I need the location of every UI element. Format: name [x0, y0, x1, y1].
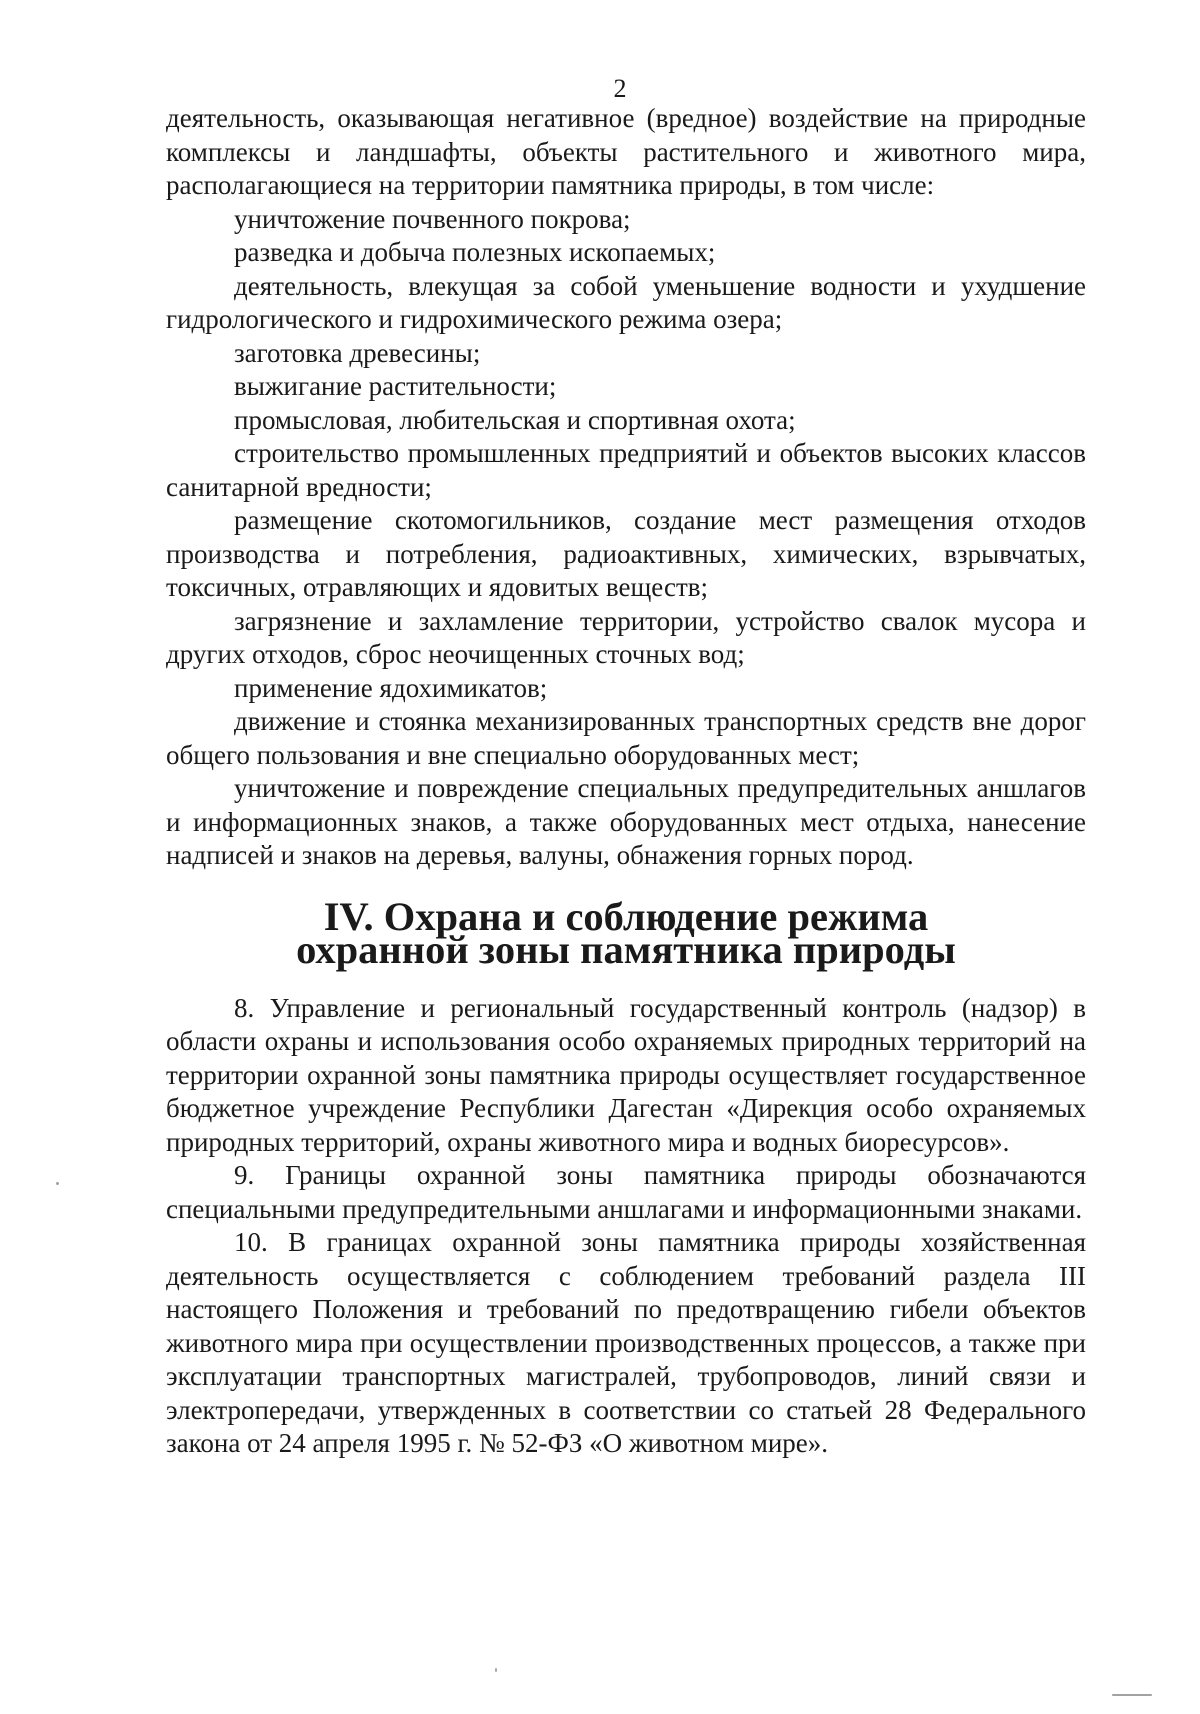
list-item: загрязнение и захламление территории, устройство свалок мусора и других отходов, сброс неочищенных сточных вод;	[166, 605, 1086, 669]
list-item: движение и стоянка механизированных транспортных средств вне дорог общего пользования и вне специально оборудованных мест;	[166, 706, 1086, 770]
section-heading	[166, 893, 1086, 972]
list-item: размещение скотомогильников, создание мест размещения отходов производства и потребления, радиоактивных, химических, взрывчатых, токсичных, отравляющих и ядовитых веществ;	[166, 505, 1086, 602]
list-item: разведка и добыча полезных ископаемых;	[234, 237, 716, 267]
section-heading-line2: охранной зоны памятника природы	[296, 927, 956, 972]
list-item: деятельность, влекущая за собой уменьшение водности и ухудшение гидрологического и гидрохимического режима озера;	[166, 270, 1086, 334]
list-item: заготовка древесины;	[234, 337, 481, 368]
section-paragraph: 8. Управление и региональный государственный контроль (надзор) в области охраны и использования особо охраняемых природных территорий на территории охранной зоны памятника природы осуществляет государственное бюджетное учреждение Республики Дагестан «Дирекция особо охраняемых природных территорий, охраны животного мира и водных биоресурсов».	[166, 992, 1086, 1157]
scan-speck	[495, 1668, 497, 1672]
prohibited-activities-list	[166, 203, 1086, 873]
list-item: применение ядохимикатов;	[234, 672, 548, 703]
page-number: 2	[613, 74, 627, 103]
list-item: строительство промышленных предприятий и объектов высоких классов санитарной вредности;	[166, 438, 1086, 502]
list-item: выжигание растительности;	[234, 371, 557, 401]
scan-speck	[56, 1182, 59, 1185]
scan-speck	[1112, 1694, 1152, 1696]
document-body	[166, 102, 1086, 1461]
list-item: промысловая, любительская и спортивная охота;	[234, 404, 796, 435]
section-paragraph: 10. В границах охранной зоны памятника природы хозяйственная деятельность осуществляется с соблюдением требований раздела III настоящего Положения и требований по предотвращению гибели объектов животного мира при осуществлении производственных процессов, а также при эксплуатации транспортных магистралей, трубопроводов, линий связи и электропередачи, утвержденных в соответствии со статьей 28 Федерального закона от 24 апреля 1995 г. № 52-ФЗ «О животном мире».	[166, 1227, 1086, 1458]
section-iii-intro: деятельность, оказывающая негативное (вредное) воздействие на природные комплексы и ландшафты, объекты растительного и животного мира, располагающиеся на территории памятника природы, в том числе:	[166, 103, 1086, 200]
list-item: уничтожение почвенного покрова;	[234, 203, 631, 234]
list-item: уничтожение и повреждение специальных предупредительных аншлагов и информационных знаков, а также оборудованных мест отдыха, нанесение надписей и знаков на деревья, валуны, обнажения горных пород.	[166, 773, 1086, 870]
section-paragraph: 9. Границы охранной зоны памятника природы обозначаются специальными предупредительными аншлагами и информационными знаками.	[166, 1160, 1086, 1224]
section-heading-line1: IV. Охрана и соблюдение режима	[323, 893, 929, 939]
